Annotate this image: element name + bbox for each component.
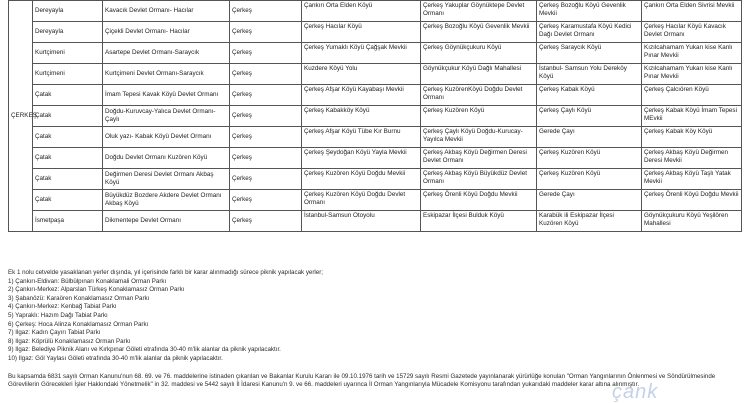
table-cell: Çerkeş	[230, 211, 302, 232]
table-cell: Doğdu Devlet Ormanı Kuzören Köyü	[103, 148, 230, 169]
province-cell: ÇERKEŞ	[9, 1, 33, 232]
table-cell: Çerkeş Akbaş Köyü Değirmen Deresi Devlet Ormanı	[421, 148, 537, 169]
note-item: 8) Ilgaz: Köprülü Konaklamasız Orman Parkı	[8, 337, 131, 345]
watermark: çank	[612, 381, 659, 403]
table-row	[9, 43, 742, 64]
table-cell: Çerkeş Göynükçukuru Köyü	[421, 43, 537, 64]
table-cell: Büyükdüz Bozdere Akdere Devlet Ormanı Akbaş Köyü	[103, 190, 230, 211]
table-cell: Çatak	[33, 127, 103, 148]
table-cell: Çatak	[33, 106, 103, 127]
table-cell: Çerkeş Kabakköy Köyü	[302, 106, 421, 127]
table-cell: Çerkeş Çalcıören Köyü	[642, 85, 742, 106]
table-row	[9, 127, 742, 148]
table-row	[9, 169, 742, 190]
table-cell: İstanbul-Samsun Otoyolu	[302, 211, 421, 232]
table-cell: Kurtçimeni	[33, 64, 103, 85]
table-row	[9, 22, 742, 43]
table-cell: Kuzdere Köyü Yolu	[302, 64, 421, 85]
table-cell: Çerkeş	[230, 22, 302, 43]
note-item: 1) Çankırı-Eldivan: Bülbülpınarı Konaklamali Orman Parkı	[8, 277, 167, 285]
table-cell: Çatak	[33, 169, 103, 190]
table-row	[9, 64, 742, 85]
note-item: 4) Çankırı-Merkez: Kenbağ Tabiat Parkı	[8, 303, 117, 311]
table-cell: İmam Tepesi Kavak Köyü Devlet Ormanı	[103, 85, 230, 106]
table-cell: Çerkeş Akbaş Köyü Taşlı Yatak Mevkii	[642, 169, 742, 190]
table-cell: Çerkeş Hacılar Köyü Kavacık Devlet Ormanı	[642, 22, 742, 43]
table-cell: Çerkeş Kuzören Köyü Doğdu Mevkii	[302, 169, 421, 190]
table-cell: Değirmen Deresi Devlet Ormanı Akbaş Köyü	[103, 169, 230, 190]
table-row	[9, 106, 742, 127]
table-cell: Göynükçukur Köyü Dağlı Mahallesi	[421, 64, 537, 85]
table-cell: Göynükçukuru Köyü Yeşilören Mahallesi	[642, 211, 742, 232]
table-cell: Çerkeş	[230, 85, 302, 106]
table-cell: Çerkeş Çaylı Köyü	[537, 106, 642, 127]
note-item: 2) Çankırı-Merkez: Alparslan Türkeş Konaklamasız Orman Parkı	[8, 286, 185, 294]
table-cell: Çerkeş	[230, 190, 302, 211]
table-cell: Çerkeş Kabak Köy Köyü	[642, 127, 742, 148]
table-cell: Çerkeş Bozoğlu Köyü Gevenlik Mevkii	[421, 22, 537, 43]
table-cell: Çerkeş Çaylı Köyü Doğdu-Kurucay-Yayılca Mevkii	[421, 127, 537, 148]
table-cell: Çerkeş Afşar Köyü Tübe Kır Burnu	[302, 127, 421, 148]
table-cell: Çatak	[33, 190, 103, 211]
table-cell: Çerkeş Yumaklı Köyü Çağşak Mevkii	[302, 43, 421, 64]
table-cell: İsmetpaşa	[33, 211, 103, 232]
table-cell: Eskipazar İlçesi Bulduk Köyü	[421, 211, 537, 232]
table-cell: Çerkeş Akbaş Köyü Değirmen Deresi Mevkii	[642, 148, 742, 169]
note-item: 5) Yapraklı: Hazım Dağı Tabiat Parkı	[8, 311, 108, 319]
table-cell: Çerkeş	[230, 148, 302, 169]
table-cell: Çerkeş	[230, 169, 302, 190]
table-cell: Karabük ili Eskipazar İlçesi Kuzören Köyü	[537, 211, 642, 232]
table-cell: Çerkeş Örenli Köyü Doğdu Mevkii	[421, 190, 537, 211]
table-cell: Gerede Çayı	[537, 127, 642, 148]
table-cell: Çerkeş	[230, 64, 302, 85]
table-row	[9, 85, 742, 106]
table-cell: Çerkeş Akbaş Köyü Büyükdüz Devlet Ormanı	[421, 169, 537, 190]
table-row	[9, 190, 742, 211]
table-cell: İstanbul- Samsun Yolu Dereköy Köyü	[537, 64, 642, 85]
table-cell: Çerkeş Kabak Köyü İmam Tepesi MEvkii	[642, 106, 742, 127]
table-cell: Çerkeş Örenli Köyü Doğdu Mevkii	[642, 190, 742, 211]
table-cell: Çerkeş Kuzören Köyü	[537, 148, 642, 169]
table-cell: Çatak	[33, 148, 103, 169]
table-cell: Çerkeş Yakuplar Göynüktepe Devlet Ormanı	[421, 1, 537, 22]
table-row	[9, 1, 742, 22]
table-cell: Kurtçimeni Devlet Ormanı-Saraycık	[103, 64, 230, 85]
note-item: 9) Ilgaz: Belediye Piknik Alanı ve Kırkpınar Göleti etrafında 30-40 m'lik alanlar da piknik yapılacaktır.	[8, 346, 281, 354]
table-cell: Çerkeş Afşar Köyü Kayabaşı Mevkii	[302, 85, 421, 106]
table-cell: Çerkeş	[230, 43, 302, 64]
table-cell: Çerkeş Kuzören Köyü	[537, 169, 642, 190]
table-cell: Çerkeş Karamustafa Köyü Kedici Dağı Devlet Ormanı	[537, 22, 642, 43]
note-item: 7) Ilgaz: Kadın Çayırı Tabiat Parkı	[8, 329, 101, 337]
table-cell: Kızılcahamam Yukarı kise Kanlı Pınar Mevkii	[642, 43, 742, 64]
table-cell: Çerkeş Şeydoğan Köyü Yayla Mevkii	[302, 148, 421, 169]
table-cell: Çiçekli Devlet Ormanı- Hacılar	[103, 22, 230, 43]
table-row	[9, 211, 742, 232]
table-cell: Çerkeş Kuzören Köyü Doğdu Devlet Ormanı	[302, 190, 421, 211]
forest-fire-table	[8, 0, 742, 232]
table-cell: Çerkeş Kabak Köyü	[537, 85, 642, 106]
table-cell: Dereyayla	[33, 1, 103, 22]
table-cell: Kızılcahamam Yukarı kise Kanlı Pınar Mevkii	[642, 64, 742, 85]
table-cell: Çerkeş	[230, 127, 302, 148]
table-cell: Kurtçimeni	[33, 43, 103, 64]
table-cell: Çankırı Orta Elden Sivrisi Mevkii	[642, 1, 742, 22]
note-item: 3) Şabanözü: Karaören Konaklamasız Orman Parkı	[8, 294, 150, 302]
table-row	[9, 148, 742, 169]
note-item: 6) Çerkeş: Hoca Alinza Konaklamasız Orman Parkı	[8, 320, 149, 328]
note-item: 10) Ilgaz: Göl Yaylası Göleti etrafında 30-40 m'lik alanlar da piknik yapılacaktır.	[8, 354, 223, 362]
table-cell: Oluk yazı- Kabak Köyü Devlet Ormanı	[103, 127, 230, 148]
table-cell: Çerkeş	[230, 106, 302, 127]
table-cell: Dikmentepe Devlet Ormanı	[103, 211, 230, 232]
notes-intro: Ek 1 nolu cetvelde yasaklanan yerler dışında, yıl içerisinde farklı bir karar alınmadığı sürece piknik yapılacak yerler;	[8, 269, 324, 276]
table-cell: Çerkeş	[230, 1, 302, 22]
table-cell: Dereyayla	[33, 22, 103, 43]
footer-line-2: Görevlilerin Görecekleri İşler Hakkındaki Yönetmelik" in 32. maddesi ve 5442 sayılı İl İdaresi Kanunu'n 9. ve 66. maddeleri uyarınca İl Orman Yangınlarıyla Mücadele Komisyonu tarafından yukarıdaki maddeler karar altına alınmıştır.	[8, 381, 640, 388]
table-cell: Asartepe Devlet Ormanı-Saraycık	[103, 43, 230, 64]
table-cell: Çerkeş Saraycık Köyü	[537, 43, 642, 64]
footer-line-1: Bu kapsamda 6831 sayılı Orman Kanunu'nun 68. 69. ve 76. maddelerine istinaden çıkarılan ve Bakanlar Kurulu Kararı ile 09.10.1976 tarih ve 15729 sayılı Resmi Gazetede yayınlanarak yürürlüğe konulan "Orman Yangınlarının Önlenmesi ve Söndürülmesinde	[8, 373, 716, 380]
table-cell: Çankırı Orta Elden Köyü	[302, 1, 421, 22]
table-cell: Çerkeş KuzörenKöyü Doğdu Devlet Ormanı	[421, 85, 537, 106]
table-cell: Gerede Çayı	[537, 190, 642, 211]
picnic-notes	[8, 269, 743, 364]
table-cell: Çerkeş Kuzören Köyü	[421, 106, 537, 127]
table-cell: Doğdu-Kuruvcay-Yalıca Devlet Ormanı-Çaylı	[103, 106, 230, 127]
table-cell: Kavacık Devlet Ormanı- Hacılar	[103, 1, 230, 22]
table-cell: Çatak	[33, 85, 103, 106]
table-cell: Çerkeş Hacılar Köyü	[302, 22, 421, 43]
table-cell: Çerkeş Bozoğlu Köyü Gevenlik Mevkii	[537, 1, 642, 22]
